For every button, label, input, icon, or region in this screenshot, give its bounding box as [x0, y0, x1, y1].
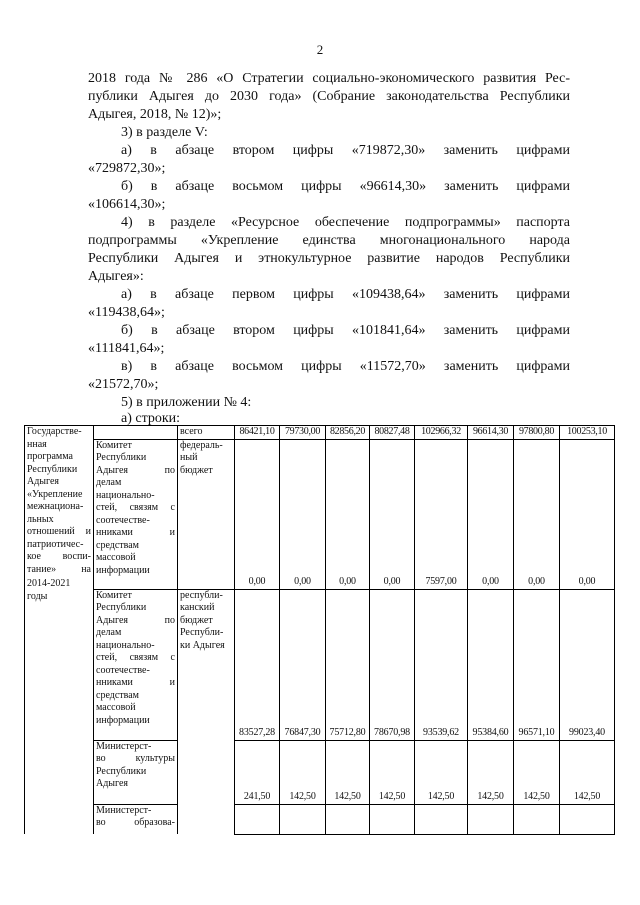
executor-cell: Комитет Республики Адыгея по делам национально- стей, связям с соотечестве- нниками и средствам массовой информации: [94, 589, 178, 740]
paragraph-line: публики Адыгея до 2030 года» (Собрание законодательства Республики: [88, 89, 570, 104]
executor-cell: Министерст- во культуры Республики Адыгея: [94, 740, 178, 804]
value-cell: 142,50: [514, 740, 560, 804]
paragraph-line: «729872,30»;: [88, 161, 166, 176]
value-cell: 142,50: [280, 740, 326, 804]
value-cell: 76847,30: [280, 589, 326, 740]
paragraph-line: а) в абзаце первом цифры «109438,64» заменить цифрами: [121, 287, 570, 302]
value-cell: [235, 804, 280, 834]
value-cell: [370, 804, 415, 834]
value-cell: 0,00: [235, 439, 280, 589]
funding-source-cell: республи- канский бюджет Республи- ки Адыгея: [178, 589, 235, 834]
paragraph-line: Республики Адыгея и этнокультурное развитие народов Республики: [88, 251, 570, 266]
value-cell: [326, 804, 370, 834]
paragraph-line: а) в абзаце втором цифры «719872,30» заменить цифрами: [121, 143, 570, 158]
paragraph-line: б) в абзаце втором цифры «101841,64» заменить цифрами: [121, 323, 570, 338]
value-cell: 241,50: [235, 740, 280, 804]
value-cell: 0,00: [280, 439, 326, 589]
paragraph-line: Адыгея»:: [88, 269, 144, 284]
value-cell: 83527,28: [235, 589, 280, 740]
table-row: [25, 439, 615, 589]
value-cell: 78670,98: [370, 589, 415, 740]
value-cell: 7597,00: [415, 439, 468, 589]
paragraph-line: «111841,64»;: [88, 341, 165, 356]
table-row: [25, 589, 615, 740]
value-cell: 142,50: [370, 740, 415, 804]
paragraph-line: б) в абзаце восьмом цифры «96614,30» заменить цифрами: [121, 179, 570, 194]
value-cell: 0,00: [326, 439, 370, 589]
paragraph-line: «106614,30»;: [88, 197, 166, 212]
value-cell: 0,00: [468, 439, 514, 589]
value-cell: [468, 804, 514, 834]
header-executor-cell: [94, 426, 178, 440]
executor-cell: Министерст- во образова-: [94, 804, 178, 834]
value-cell: 142,50: [468, 740, 514, 804]
paragraph-line: 3) в разделе V:: [121, 125, 208, 140]
program-name-cell: Государстве- нная программа Республики Адыгея «Укрепление межнациона- льных отношений и патриотичес- кое воспи- тание» на 2014-2021 годы: [25, 426, 94, 835]
header-value: 82856,20: [326, 426, 370, 440]
value-cell: 142,50: [326, 740, 370, 804]
executor-cell: Комитет Республики Адыгея по делам национально- стей, связям с соотечестве- нниками и средствам массовой информации: [94, 439, 178, 589]
header-value: 79730,00: [280, 426, 326, 440]
value-cell: 142,50: [415, 740, 468, 804]
paragraph-line: 2018 года № 286 «О Стратегии социально-экономического развития Рес-: [88, 71, 570, 86]
value-cell: 93539,62: [415, 589, 468, 740]
header-value: 97800,80: [514, 426, 560, 440]
value-cell: 0,00: [514, 439, 560, 589]
header-value: 96614,30: [468, 426, 514, 440]
paragraph-line: 5) в приложении № 4:: [121, 395, 252, 410]
header-value: 86421,10: [235, 426, 280, 440]
value-cell: 142,50: [560, 740, 615, 804]
value-cell: [415, 804, 468, 834]
value-cell: 75712,80: [326, 589, 370, 740]
paragraph-line: подпрограммы «Укрепление единства многонационального народа: [88, 233, 570, 248]
paragraph-line: Адыгея, 2018, № 12)»;: [88, 107, 222, 122]
paragraph-line: «119438,64»;: [88, 305, 165, 320]
header-value: 80827,48: [370, 426, 415, 440]
header-label-cell: всего: [178, 426, 235, 440]
value-cell: 0,00: [560, 439, 615, 589]
value-cell: [560, 804, 615, 834]
paragraph-line: а) строки:: [121, 411, 181, 426]
funding-table: [24, 425, 615, 835]
value-cell: [280, 804, 326, 834]
value-cell: 95384,60: [468, 589, 514, 740]
funding-source-cell: федераль- ный бюджет: [178, 439, 235, 589]
paragraph-line: 4) в разделе «Ресурсное обеспечение подпрограммы» паспорта: [121, 215, 570, 230]
paragraph-line: в) в абзаце восьмом цифры «11572,70» заменить цифрами: [121, 359, 570, 374]
table-header-row: [25, 426, 615, 440]
table-row: [25, 740, 615, 804]
header-value: 100253,10: [560, 426, 615, 440]
table-row: [25, 804, 615, 834]
header-value: 102966,32: [415, 426, 468, 440]
value-cell: [514, 804, 560, 834]
value-cell: 96571,10: [514, 589, 560, 740]
paragraph-line: «21572,70»;: [88, 377, 159, 392]
value-cell: 0,00: [370, 439, 415, 589]
value-cell: 99023,40: [560, 589, 615, 740]
page-number: 2: [316, 42, 324, 57]
